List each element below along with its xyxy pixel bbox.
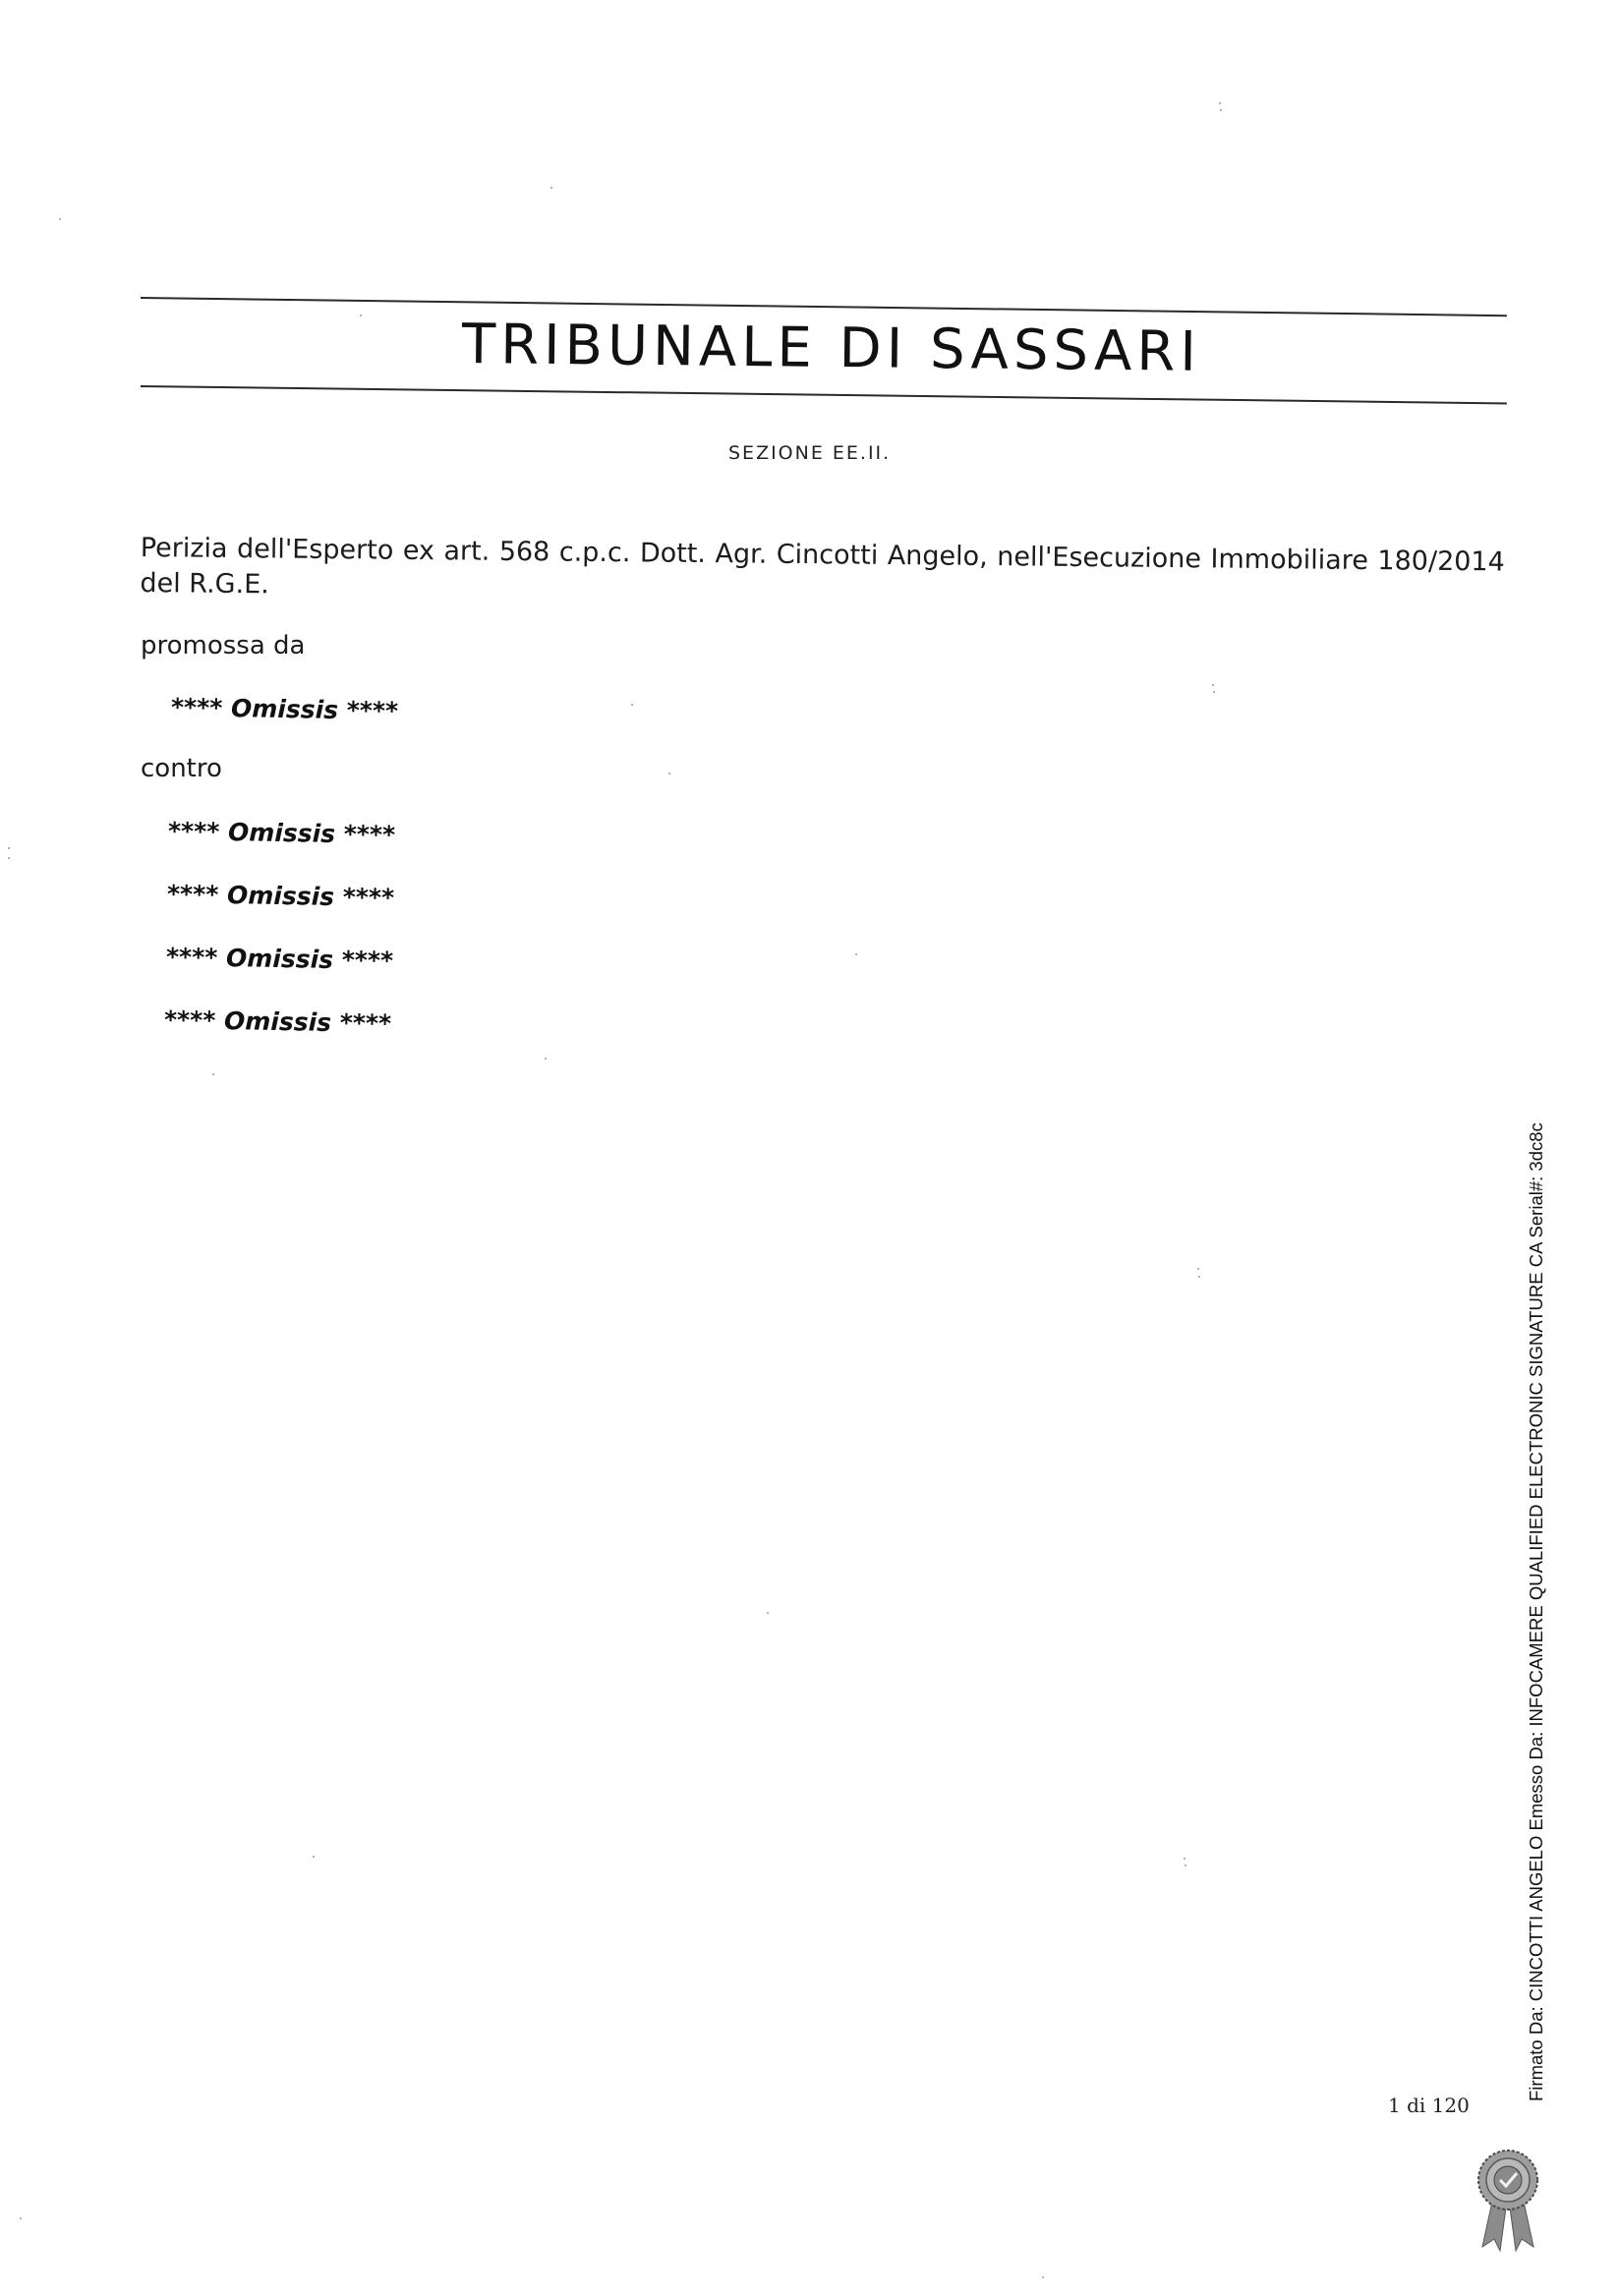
promossa-label: promossa da [141,631,306,660]
contro-label: contro [141,754,222,783]
seal-ribbon-icon [1471,2145,1545,2253]
perizia-paragraph: Perizia dell'Esperto ex art. 568 c.p.c. Dott. Agr. Cincotti Angelo, nell'Esecuzione Immobiliare 180/2014 del R.G.E. [140,532,1505,601]
debtor-name: **** Omissis **** [165,943,394,976]
title-bottom-rule [141,385,1507,404]
debtor-name: **** Omissis **** [166,880,395,913]
debtor-name: **** Omissis **** [167,817,396,850]
creditor-name: **** Omissis **** [170,693,399,726]
digital-signature-note: Firmato Da: CINCOTTI ANGELO Emesso Da: INFOCAMERE QUALIFIED ELECTRONIC SIGNATURE CA Serial#: 3dc8c [1526,1122,1546,2101]
page-number: 1 di 120 [1388,2094,1470,2117]
title-top-rule [141,297,1507,316]
section-label: SEZIONE EE.II. [728,442,892,464]
court-title: TRIBUNALE DI SASSARI [461,313,1202,384]
debtor-name: **** Omissis **** [163,1005,392,1039]
